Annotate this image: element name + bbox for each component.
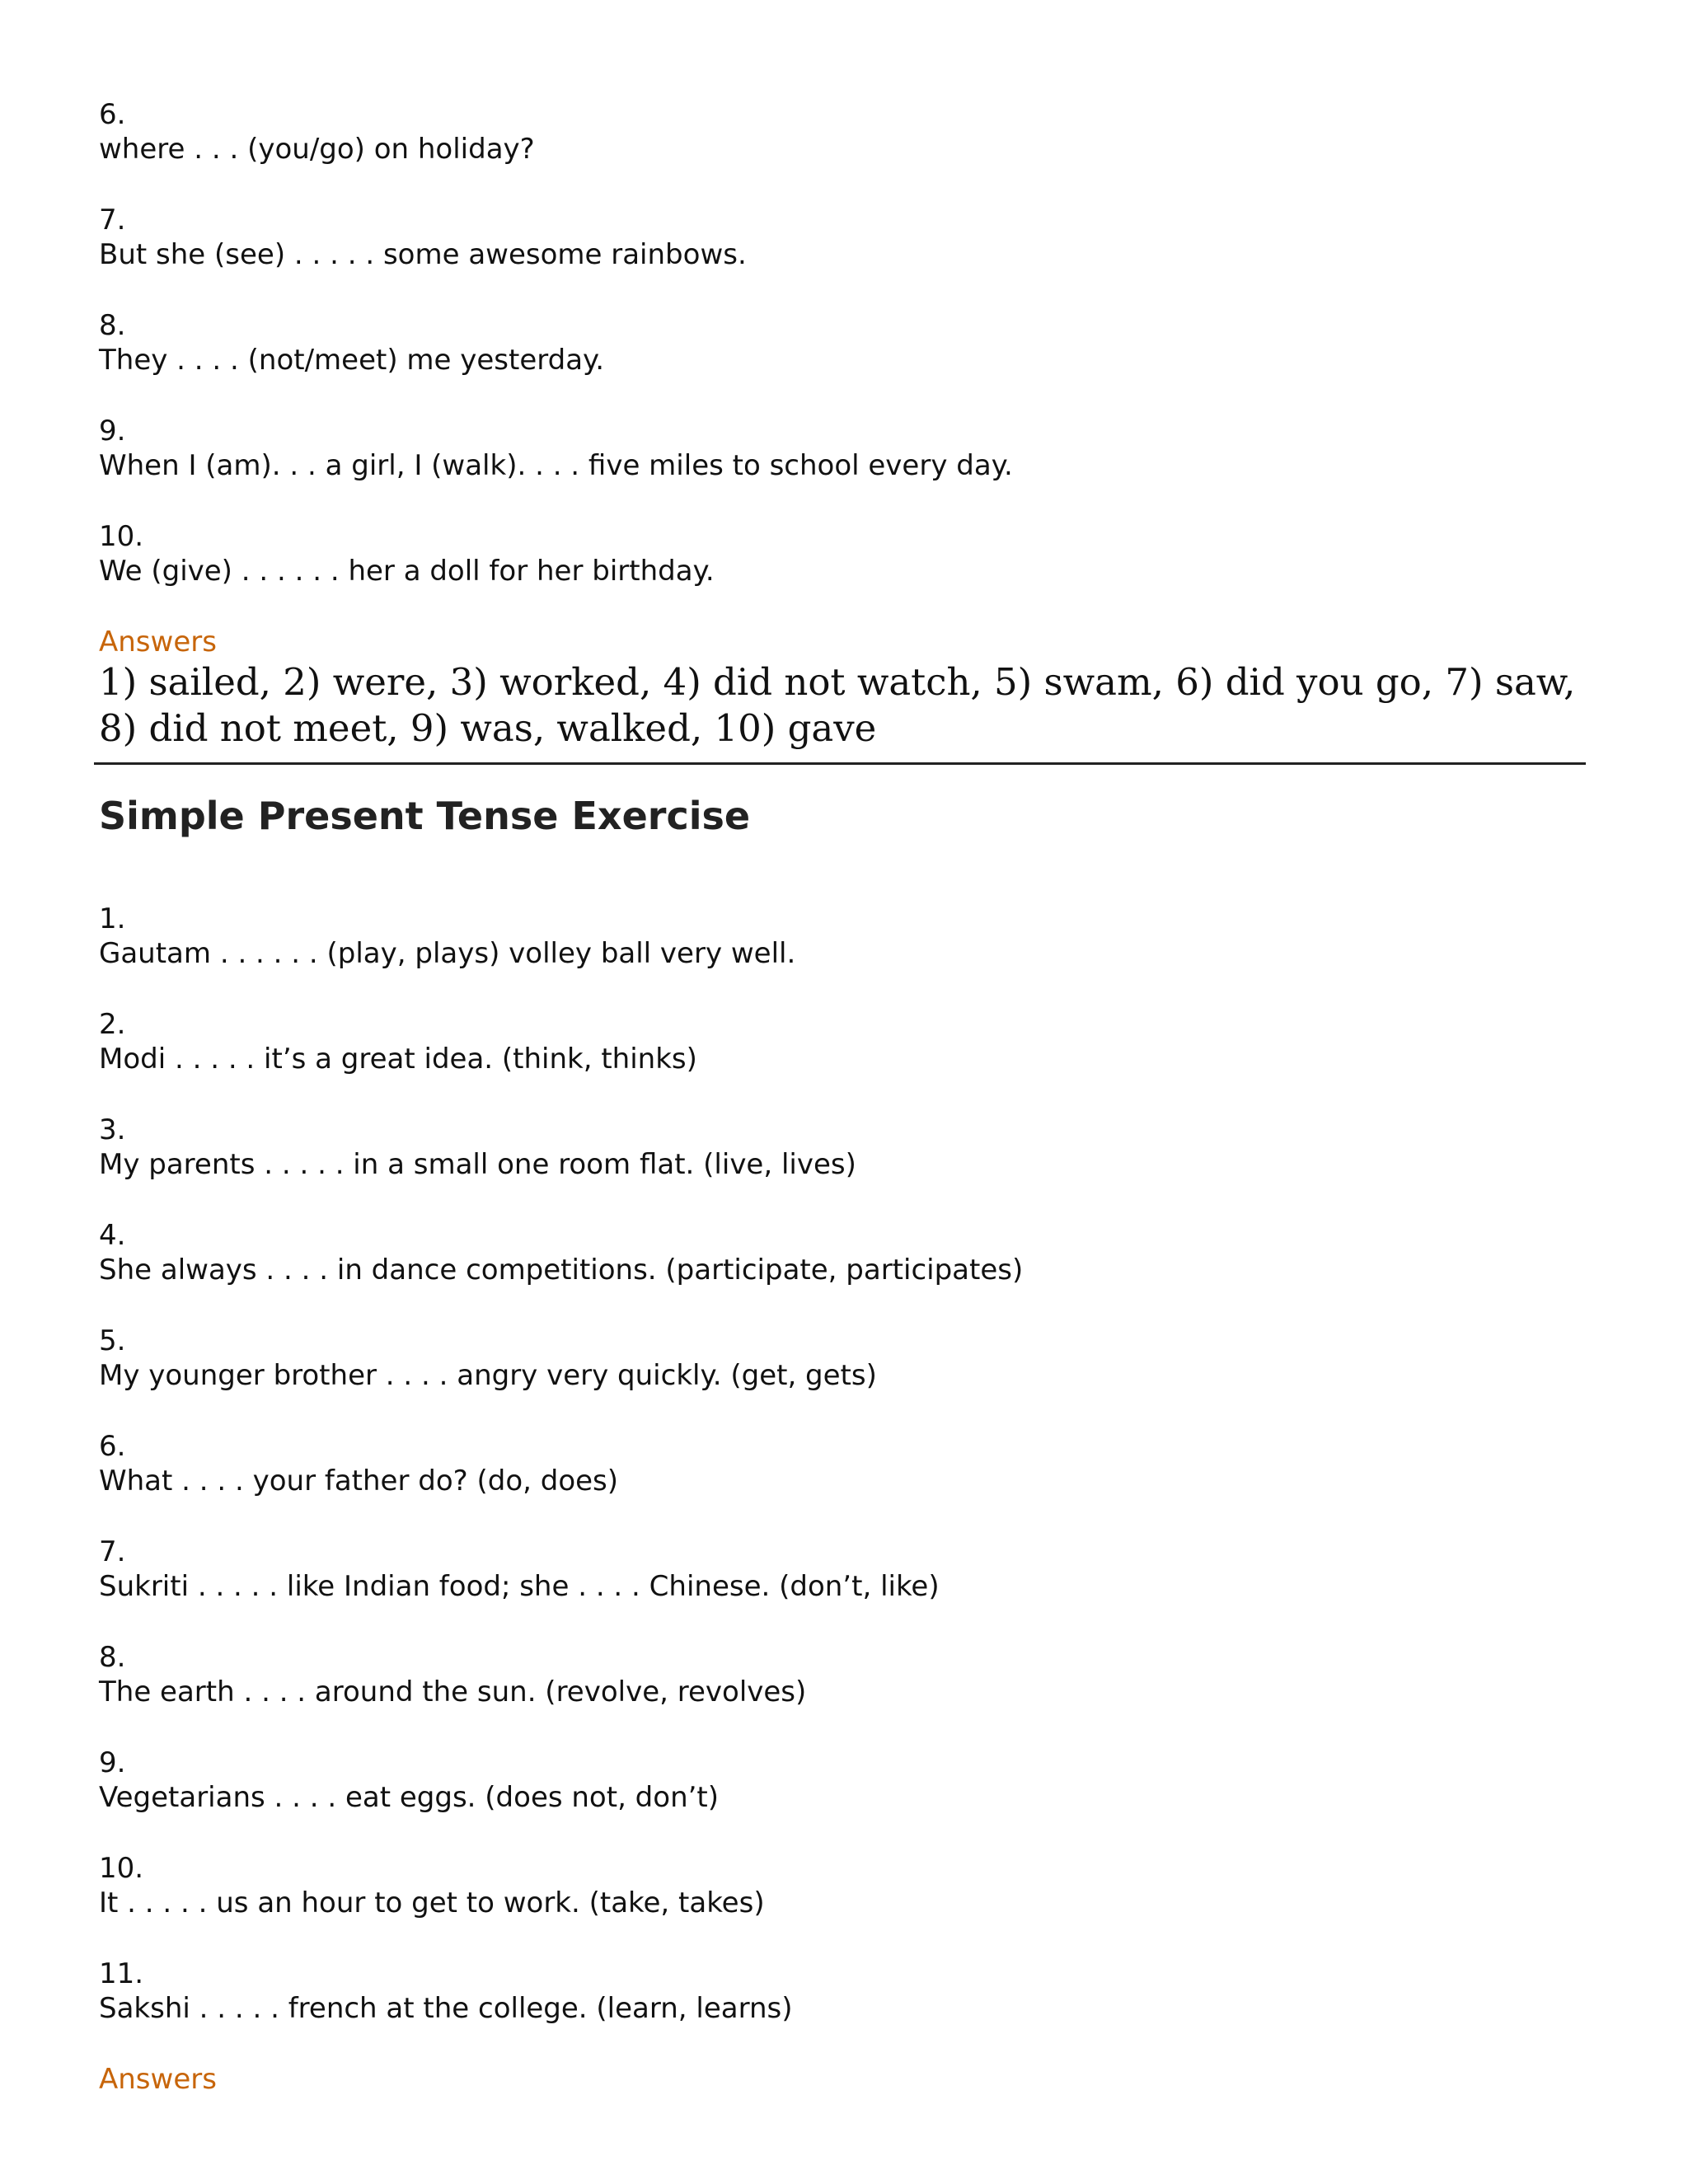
question-text: Sukriti . . . . . like Indian food; she . . . . Chinese. (don’t, like) bbox=[99, 1570, 940, 1603]
section-divider bbox=[94, 762, 1586, 765]
question-number: 8. bbox=[99, 1641, 126, 1674]
answers-label: Answers bbox=[99, 626, 217, 658]
question-text: But she (see) . . . . . some awesome rainbows. bbox=[99, 238, 747, 271]
question-number: 2. bbox=[99, 1008, 126, 1041]
question-text: My younger brother . . . . angry very quickly. (get, gets) bbox=[99, 1359, 877, 1392]
question-item bbox=[99, 1640, 1599, 1709]
question-number: 4. bbox=[99, 1219, 126, 1252]
past-tense-exercise bbox=[99, 97, 1599, 752]
question-item bbox=[99, 1007, 1599, 1076]
question-item bbox=[99, 203, 1599, 272]
question-text: Gautam . . . . . . (play, plays) volley ball very well. bbox=[99, 937, 796, 970]
question-text: Vegetarians . . . . eat eggs. (does not, don’t) bbox=[99, 1781, 720, 1814]
question-number: 8. bbox=[99, 309, 126, 342]
question-text: We (give) . . . . . . her a doll for her birthday. bbox=[99, 555, 715, 588]
question-number: 11. bbox=[99, 1957, 144, 1990]
question-text: Modi . . . . . it’s a great idea. (think, thinks) bbox=[99, 1043, 697, 1076]
question-text: Sakshi . . . . . french at the college. (learn, learns) bbox=[99, 1992, 793, 2025]
question-text: where . . . (you/go) on holiday? bbox=[99, 133, 535, 166]
question-number: 9. bbox=[99, 415, 126, 448]
question-item bbox=[99, 1324, 1599, 1393]
section-title: Simple Present Tense Exercise bbox=[99, 794, 751, 838]
question-number: 10. bbox=[99, 1852, 144, 1885]
question-text: What . . . . your father do? (do, does) bbox=[99, 1465, 619, 1497]
question-number: 6. bbox=[99, 1430, 126, 1463]
question-number: 10. bbox=[99, 520, 144, 553]
question-item bbox=[99, 414, 1599, 483]
question-item bbox=[99, 308, 1599, 377]
question-text: When I (am). . . a girl, I (walk). . . . five miles to school every day. bbox=[99, 449, 1013, 482]
question-item bbox=[99, 1957, 1599, 2026]
question-number: 3. bbox=[99, 1113, 126, 1146]
answers-text: 1) sailed, 2) were, 3) worked, 4) did not watch, 5) swam, 6) did you go, 7) saw, 8) did not meet, 9) was, walked, 10) gave bbox=[99, 660, 1576, 750]
question-item bbox=[99, 97, 1599, 166]
question-text: The earth . . . . around the sun. (revolve, revolves) bbox=[99, 1675, 807, 1708]
question-item bbox=[99, 519, 1599, 588]
question-item bbox=[99, 1746, 1599, 1815]
present-tense-exercise bbox=[99, 902, 1599, 2097]
question-item bbox=[99, 1429, 1599, 1498]
question-text: She always . . . . in dance competitions. (participate, participates) bbox=[99, 1254, 1024, 1286]
question-number: 6. bbox=[99, 98, 126, 131]
question-item bbox=[99, 1113, 1599, 1182]
question-text: They . . . . (not/meet) me yesterday. bbox=[99, 344, 605, 377]
question-item bbox=[99, 1851, 1599, 1920]
question-number: 5. bbox=[99, 1324, 126, 1357]
question-item bbox=[99, 1535, 1599, 1604]
question-text: It . . . . . us an hour to get to work. (take, takes) bbox=[99, 1886, 765, 1919]
question-item bbox=[99, 902, 1599, 971]
question-number: 1. bbox=[99, 902, 126, 935]
question-number: 7. bbox=[99, 204, 126, 237]
question-number: 7. bbox=[99, 1535, 126, 1568]
question-item bbox=[99, 1218, 1599, 1287]
question-number: 9. bbox=[99, 1746, 126, 1779]
question-text: My parents . . . . . in a small one room flat. (live, lives) bbox=[99, 1148, 856, 1181]
answers-label: Answers bbox=[99, 2063, 217, 2096]
